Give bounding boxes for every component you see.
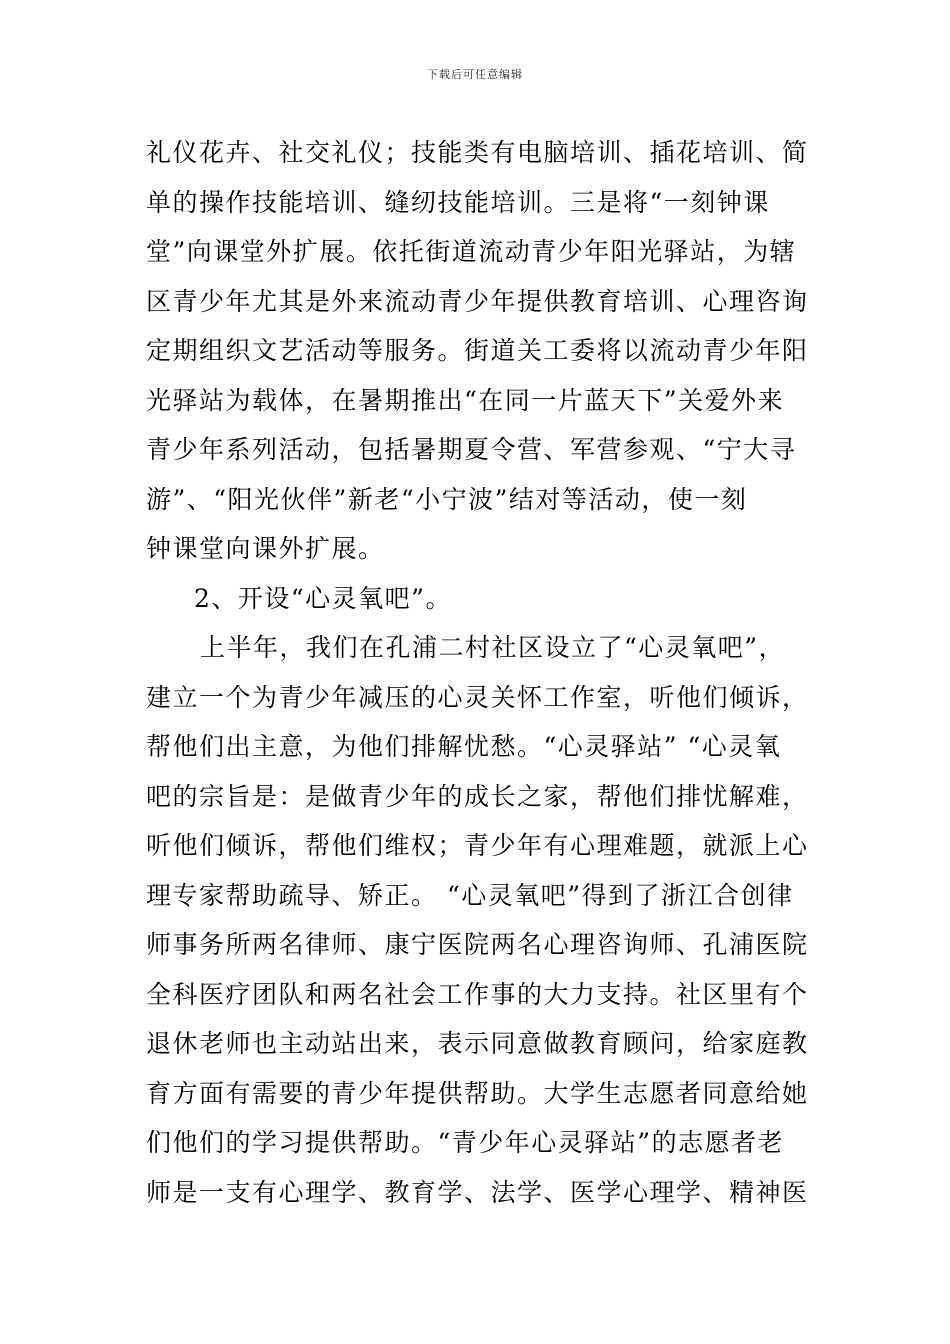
text-line: 师事务所两名律师、康宁医院两名心理咨询师、孔浦医院 <box>146 930 809 959</box>
text-line: 听他们倾诉，帮他们维权；青少年有心理难题，就派上心 <box>146 831 809 860</box>
paragraph-first-line: 上半年，我们在孔浦二村社区设立了“心灵氧吧”， <box>200 633 786 662</box>
text-line: 定期组织文艺活动等服务。街道关工委将以流动青少年阳 <box>146 336 809 365</box>
page-header-note: 下载后可任意编辑 <box>427 68 523 81</box>
text-line: 光驿站为载体，在暑期推出“在同一片蓝天下”关爱外来 <box>146 385 785 415</box>
text-line: 堂”向课堂外扩展。依托街道流动青少年阳光驿站，为辖 <box>146 237 797 266</box>
text-line: 全科医疗团队和两名社会工作事的大力支持。社区里有个 <box>146 979 809 1009</box>
text-line: 建立一个为青少年减压的心灵关怀工作室，听他们倾诉， <box>146 682 809 712</box>
text-line: 区青少年尤其是外来流动青少年提供教育培训、心理咨询 <box>146 286 809 316</box>
text-line: 帮他们出主意，为他们排解忧愁。“心灵驿站” “心灵氧 <box>146 732 782 761</box>
section-heading: 2、开设“心灵氧吧”。 <box>194 583 452 613</box>
text-line: 退休老师也主动站出来，表示同意做教育顾问，给家庭教 <box>146 1029 809 1058</box>
text-line: 礼仪花卉、社交礼仪；技能类有电脑培训、插花培训、简 <box>146 138 809 167</box>
text-line: 育方面有需要的青少年提供帮助。大学生志愿者同意给她 <box>146 1078 809 1108</box>
text-line: 理专家帮助疏导、矫正。 “心灵氧吧”得到了浙江合创律 <box>146 880 794 910</box>
text-line: 青少年系列活动，包括暑期夏令营、军营参观、“宁大寻 <box>146 435 797 464</box>
text-line: 游”、“阳光伙伴”新老“小宁波”结对等活动，使一刻 <box>146 484 748 514</box>
text-line: 吧的宗旨是：是做青少年的成长之家，帮他们排忧解难， <box>146 781 809 811</box>
text-line: 钟课堂向课外扩展。 <box>146 534 385 563</box>
text-line: 单的操作技能培训、缝纫技能培训。三是将“一刻钟课 <box>146 187 770 217</box>
text-line: 师是一支有心理学、教育学、法学、医学心理学、精神医 <box>146 1177 809 1207</box>
text-line: 们他们的学习提供帮助。“青少年心灵驿站”的志愿者老 <box>146 1128 785 1157</box>
document-body <box>146 128 810 1217</box>
